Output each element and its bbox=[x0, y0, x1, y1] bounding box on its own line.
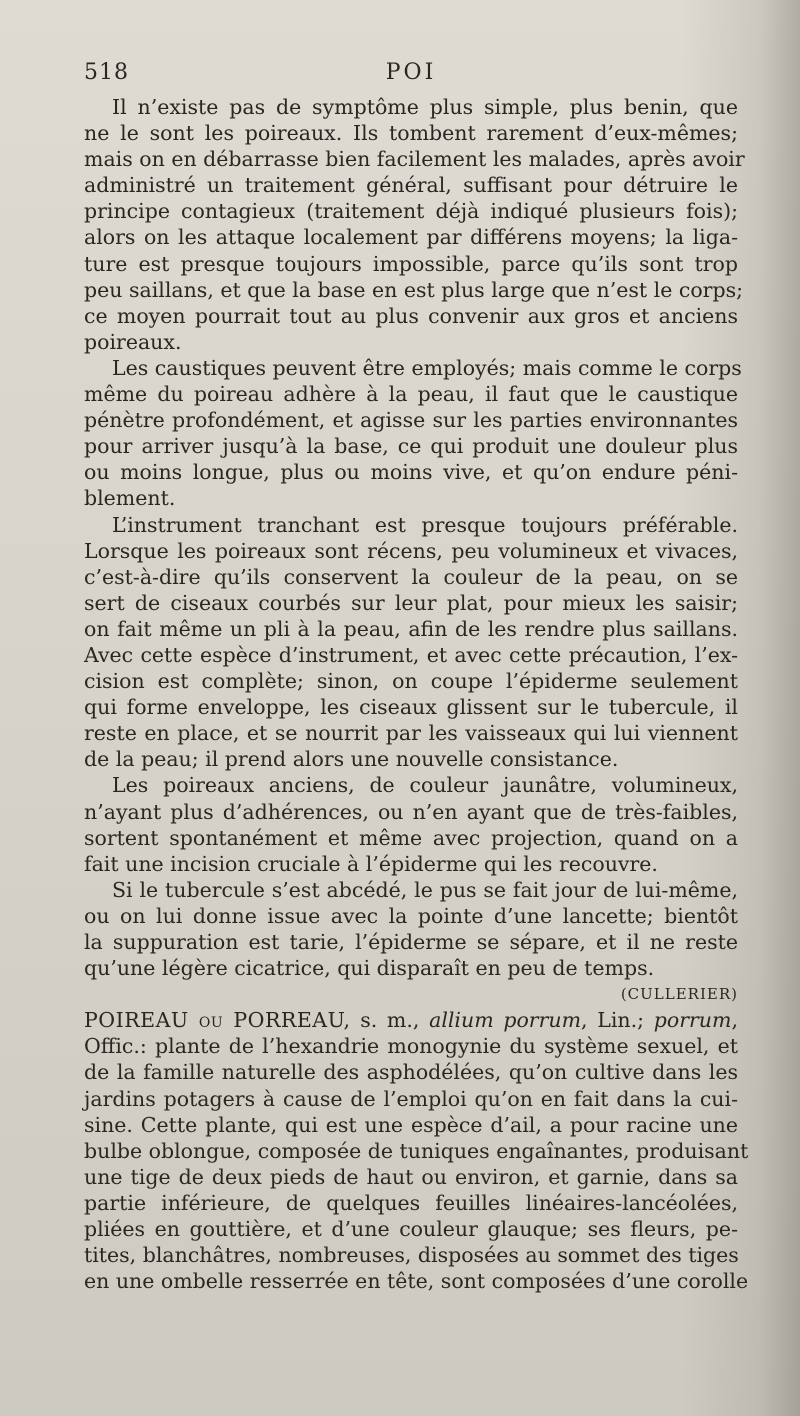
entry-first-line bbox=[84, 1007, 738, 1033]
entry-punct: , bbox=[731, 1008, 738, 1033]
text-line: pénètre profondément, et agisse sur les parties environnantes bbox=[84, 408, 738, 433]
text-line: ou moins longue, plus ou moins vive, et qu’on endure péni- bbox=[84, 460, 738, 485]
text-line: cision est complète; sinon, on coupe l’épiderme seulement bbox=[84, 669, 738, 694]
entry-latin-name-2: porrum bbox=[653, 1008, 732, 1033]
entry-grammar: s. m., bbox=[350, 1008, 430, 1033]
author-signature: (CULLERIER) bbox=[620, 985, 738, 1004]
text-line: peu saillans, et que la base en est plus large que n’est le corps; bbox=[84, 277, 744, 302]
text-line: ne le sont les poireaux. Ils tombent rarement d’eux-mêmes; bbox=[84, 121, 738, 146]
entry-headword: POIREAU ou PORREAU, bbox=[84, 1008, 351, 1033]
text-line: principe contagieux (traitement déjà indiqué plusieurs fois); bbox=[84, 199, 738, 224]
text-line: ou on lui donne issue avec la pointe d’une lancette; bientôt bbox=[84, 903, 738, 928]
text-line: la suppuration est tarie, l’épiderme se sépare, et il ne reste bbox=[84, 930, 738, 954]
text-line: L’instrument tranchant est presque toujours préférable. bbox=[112, 512, 738, 537]
text-line: sortent spontanément et même avec projection, quand on a bbox=[84, 825, 738, 850]
text-line: ture est presque toujours impossible, parce qu’ils sont trop bbox=[84, 251, 738, 276]
text-line: fait une incision cruciale à l’épiderme qui les recouvre. bbox=[84, 851, 658, 876]
entry-abbr: , Lin.; bbox=[581, 1008, 654, 1033]
text-line: jardins potagers à cause de l’emploi qu’on en fait dans la cui- bbox=[84, 1086, 738, 1111]
text-line: même du poireau adhère à la peau, il faut que le caustique bbox=[84, 382, 738, 407]
text-line: sine. Cette plante, qui est une espèce d’ail, a pour racine une bbox=[84, 1112, 738, 1137]
text-line: c’est-à-dire qu’ils conservent la couleur de la peau, on se bbox=[84, 564, 738, 589]
text-line: alors on les attaque localement par différens moyens; la liga- bbox=[84, 225, 738, 250]
text-line: en une ombelle resserrée en tête, sont composées d’une corolle bbox=[84, 1269, 749, 1294]
text-line: mais on en débarrasse bien facilement les malades, après avoir bbox=[84, 147, 745, 172]
page-header bbox=[84, 60, 738, 94]
text-line: Les poireaux anciens, de couleur jaunâtre, volumineux, bbox=[112, 773, 738, 798]
text-line: sert de ciseaux courbés sur leur plat, pour mieux les saisir; bbox=[84, 590, 738, 615]
text-line: reste en place, et se nourrit par les vaisseaux qui lui viennent bbox=[84, 721, 738, 746]
text-line: administré un traitement général, suffisant pour détruire le bbox=[84, 173, 738, 198]
text-line: pour arriver jusqu’à la base, ce qui produit une douleur plus bbox=[84, 434, 738, 459]
text-line: Il n’existe pas de symptôme plus simple, plus benin, que bbox=[112, 95, 738, 119]
text-line: qui forme enveloppe, les ciseaux glissent sur le tubercule, il bbox=[84, 695, 738, 720]
text-line: on fait même un pli à la peau, afin de les rendre plus saillans. bbox=[84, 616, 738, 641]
text-line: pliées en gouttière, et d’une couleur glauque; ses fleurs, pe- bbox=[84, 1217, 738, 1242]
text-line: partie inférieure, de quelques feuilles linéaires-lancéolées, bbox=[84, 1190, 738, 1215]
entry-latin-name: allium porrum bbox=[429, 1008, 582, 1033]
text-line: qu’une légère cicatrice, qui disparaît en peu de temps. bbox=[84, 956, 655, 981]
text-line: de la famille naturelle des asphodélées, qu’on cultive dans les bbox=[84, 1060, 738, 1085]
text-line: Si le tubercule s’est abcédé, le pus se fait jour de lui-même, bbox=[112, 877, 738, 902]
text-line: tites, blanchâtres, nombreuses, disposées au sommet des tiges bbox=[84, 1243, 739, 1268]
text-line: Avec cette espèce d’instrument, et avec cette précaution, l’ex- bbox=[84, 642, 738, 667]
text-line: blement. bbox=[84, 486, 176, 511]
text-line: ce moyen pourrait tout au plus convenir aux gros et anciens bbox=[84, 303, 738, 328]
text-line: une tige de deux pieds de haut ou environ, et garnie, dans sa bbox=[84, 1164, 738, 1189]
text-line: n’ayant plus d’adhérences, ou n’en ayant que de très-faibles, bbox=[84, 799, 738, 824]
text-line: Offic.: plante de l’hexandrie monogynie du système sexuel, et bbox=[84, 1034, 738, 1059]
text-line: poireaux. bbox=[84, 329, 182, 354]
text-line: Les caustiques peuvent être employés; mais comme le corps bbox=[112, 355, 742, 380]
text-line: Lorsque les poireaux sont récens, peu volumineux et vivaces, bbox=[84, 538, 738, 563]
text-line: bulbe oblongue, composée de tuniques engaînantes, produisant bbox=[84, 1138, 749, 1163]
page-number: 518 bbox=[84, 60, 129, 85]
body-text bbox=[84, 94, 749, 1294]
text-line: de la peau; il prend alors une nouvelle consistance. bbox=[84, 747, 619, 772]
running-head: POI bbox=[385, 60, 437, 85]
